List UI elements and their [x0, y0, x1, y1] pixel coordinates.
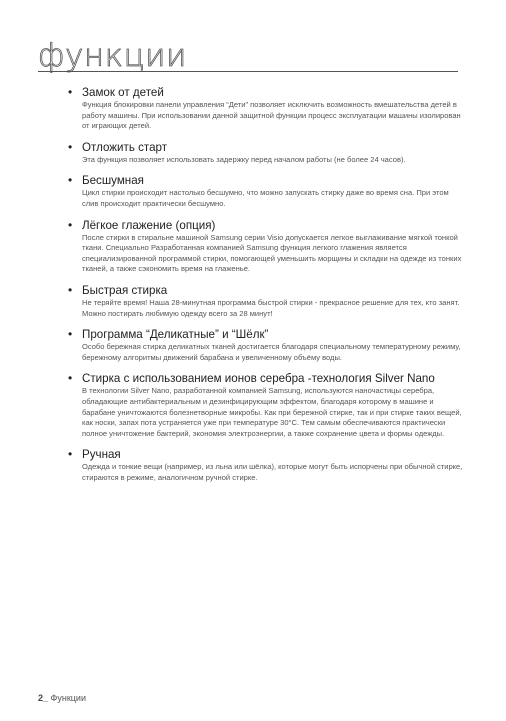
feature-hand-wash: [68, 447, 466, 483]
feature-silent: [68, 173, 466, 209]
footer-section-label: Функции: [50, 693, 86, 703]
page-number: 2_: [38, 693, 49, 703]
feature-heading: Ручная: [82, 448, 121, 462]
page-title: функции: [38, 38, 187, 74]
feature-heading: Быстрая стирка: [82, 283, 168, 297]
features-list: [68, 85, 466, 491]
feature-heading: Стирка с использованием ионов серебра -технология Silver Nano: [82, 372, 435, 386]
feature-delay-start: [68, 139, 466, 166]
bullet-icon: •: [68, 139, 73, 154]
feature-description: Функция блокировки панели управления “Дети” позволяет исключить возможность вмешательства детей в работу машины. При использовании данной защитной функции процесс эксплуатации машины изолирован от играющих детей.: [82, 100, 461, 131]
bullet-icon: •: [68, 85, 73, 99]
bullet-icon: •: [68, 327, 73, 342]
feature-heading: Замок от детей: [82, 86, 164, 99]
feature-heading: Отложить старт: [82, 140, 168, 154]
feature-heading: Лёгкое глажение (опция): [82, 218, 216, 232]
page-footer: [38, 693, 86, 703]
feature-quick-wash: [68, 282, 466, 319]
feature-delicate-silk: [68, 327, 466, 363]
feature-description: Не теряйте время! Наша 28-минутная программа быстрой стирки - прекрасное решение для тех, кто занят. Можно постирать любимую одежду всего за 28 минут!: [82, 297, 460, 318]
bullet-icon: •: [68, 371, 73, 386]
feature-description: Особо бережная стирка деликатных тканей достигается благодаря специальному температурному режиму, бережному алгоритмы движений барабана и увеличенному объёму воды.: [82, 342, 461, 362]
feature-description: Цикл стирки происходит настолько бесшумно, что можно запускать стирку даже во время сна. При этом слив происходит практически бесшумно.: [82, 188, 449, 208]
feature-easy-iron: [68, 217, 466, 275]
title-divider: [38, 71, 458, 72]
feature-heading: Программа “Деликатные” и “Шёлк”: [82, 328, 269, 342]
feature-description: Эта функция позволяет использовать задержку перед началом работы (не более 24 часов).: [82, 154, 406, 164]
bullet-icon: •: [68, 447, 73, 462]
feature-child-lock: [68, 85, 466, 132]
feature-silver-nano: [68, 371, 466, 439]
feature-description: После стирки в стиральне машиной Samsung серии Visio допускается легкое выглаживание мягкой тонкой ткани. Специально Разработанная компанией Samsung функция легкого глажения является специализированной программой стирки, помогающей уменьшить морщины и складки на одежде из тонких тканей, а также сэкономить время на глаженье.: [82, 232, 462, 274]
feature-heading: Бесшумная: [82, 174, 144, 188]
bullet-icon: •: [68, 173, 73, 188]
bullet-icon: •: [68, 282, 73, 297]
feature-description: В технологии Silver Nano, разработанной компанией Samsung, используются наночастицы серебра, обладающие антибактериальным и дезинфицирующим эффектом, благодаря которому в машине и барабане уничтожаются болезнетворные микробы. Как при бережной стирке, так и при стирке таких вещей, как носки, запах пота устраняется уже при температуре 30°C. Тем самым обеспечиваются практически полное уничтожение бактерий, экономия электроэнергии, а также сохранение цвета и формы одежды.: [82, 386, 462, 438]
bullet-icon: •: [68, 217, 73, 232]
feature-description: Одежда и тонкие вещи (например, из льна или шёлка), которые могут быть испорчены при обычной стирке, стираются в режиме, аналогичном ручной стирке.: [82, 462, 463, 482]
